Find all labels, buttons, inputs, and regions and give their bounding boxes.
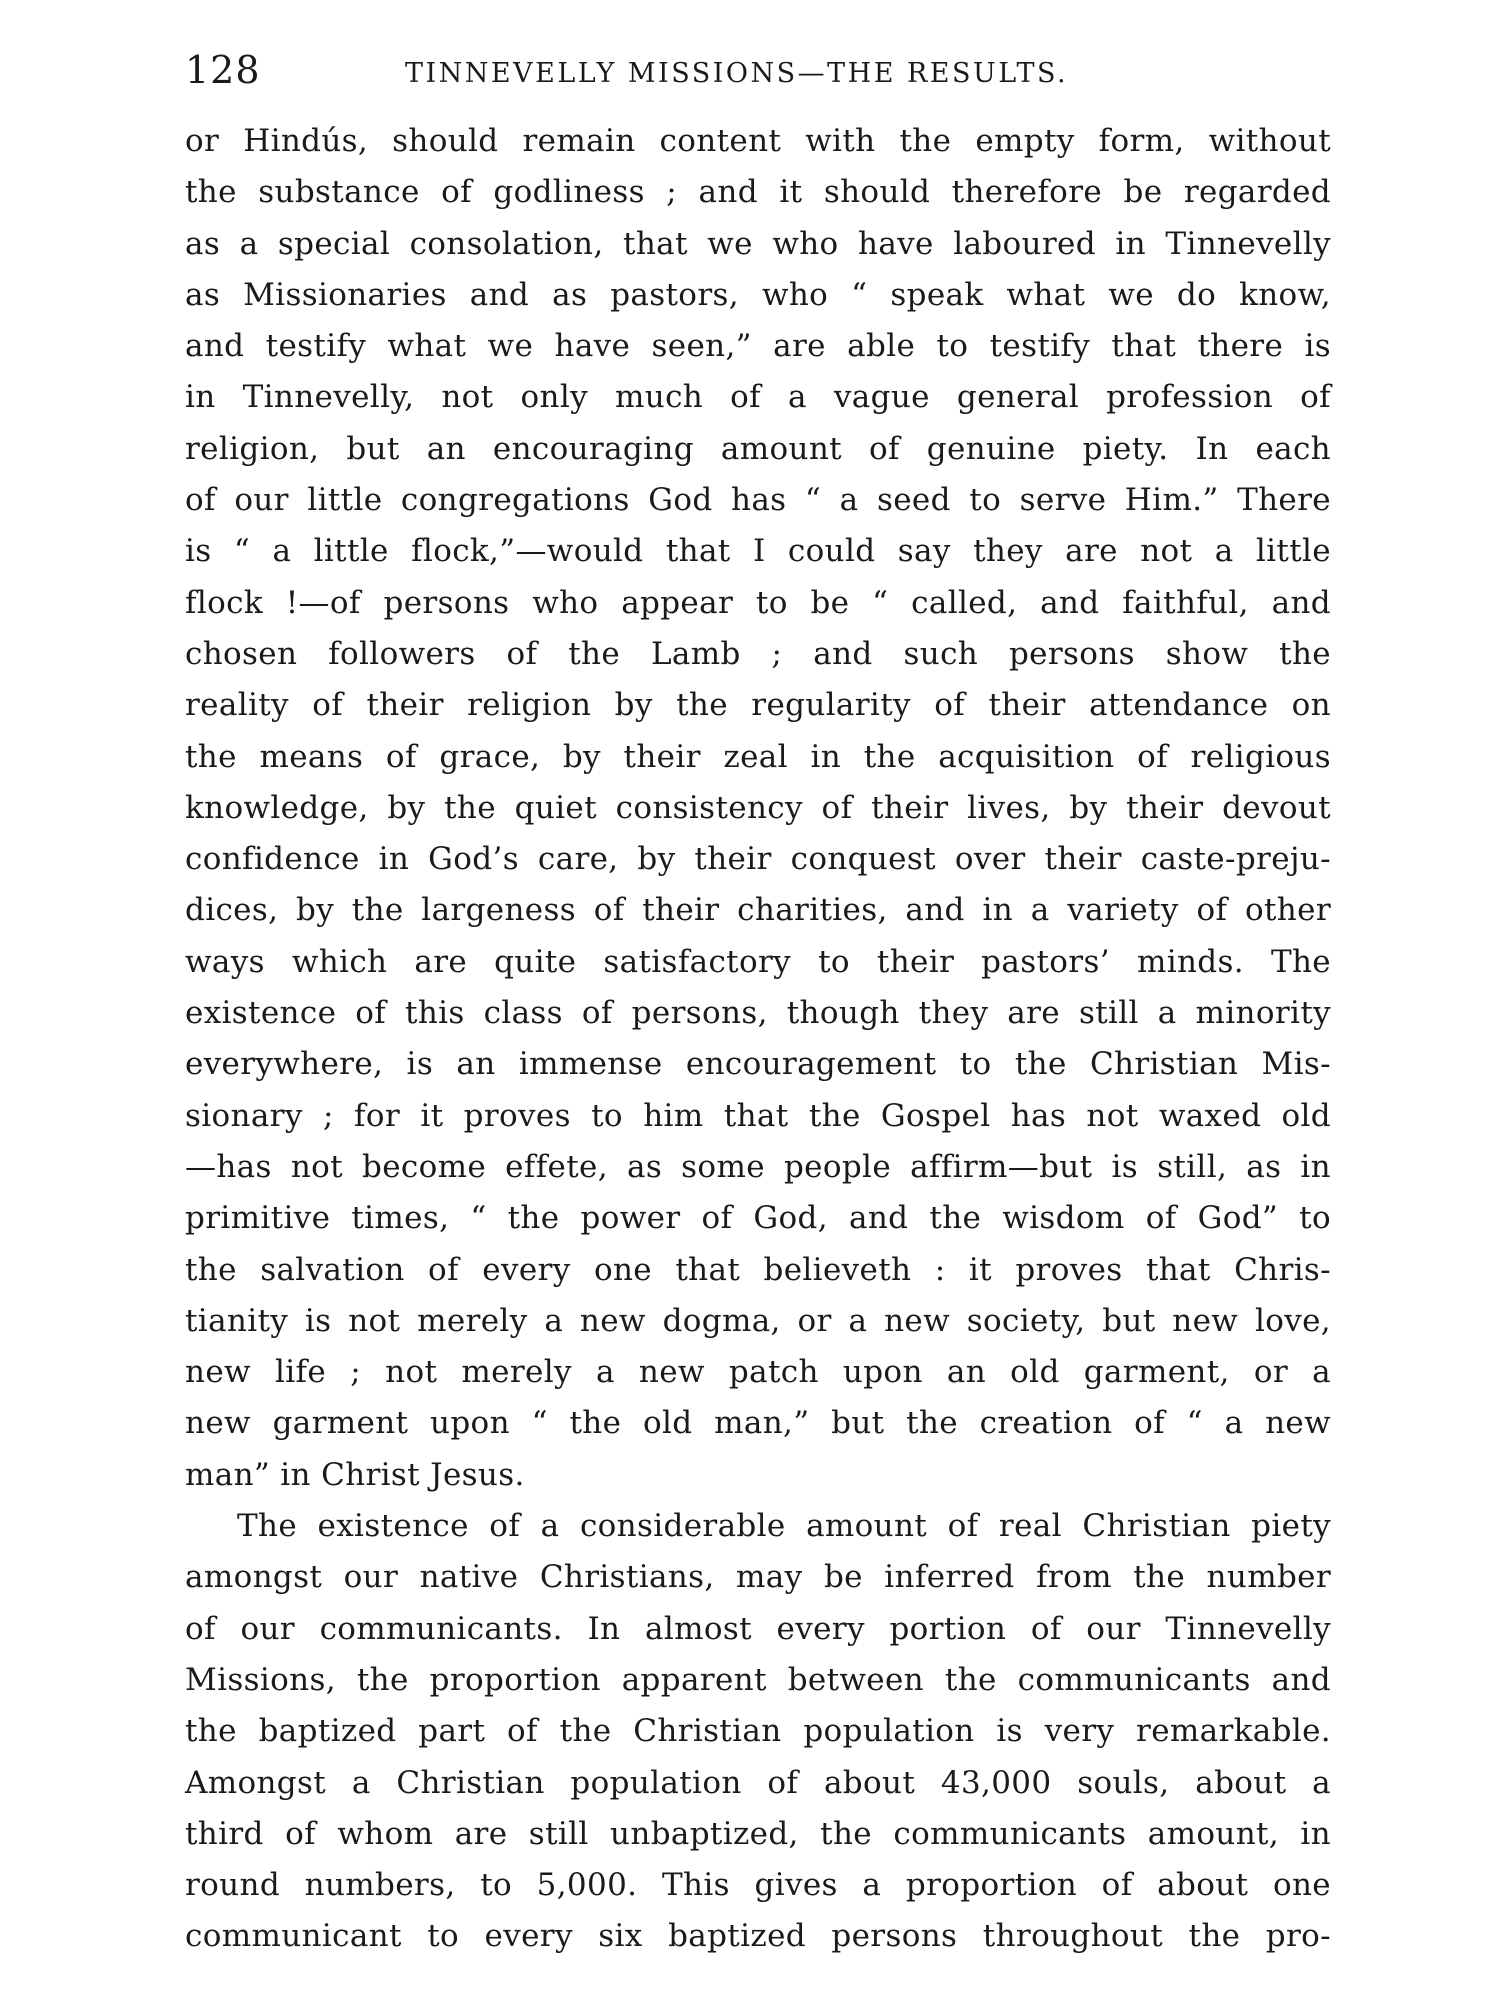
text-line: of our little congregations God has “ a seed to serve Him.” There [185,482,1331,519]
text-line: the salvation of every one that believeth : it proves that Chris- [185,1251,1331,1288]
text-line: the substance of godliness ; and it should therefore be regarded [185,174,1331,211]
text-line: the means of grace, by their zeal in the acquisition of religious [185,738,1331,775]
text-line: round numbers, to 5,000. This gives a proportion of about one [185,1867,1331,1904]
text-line: sionary ; for it proves to him that the Gospel has not waxed old [185,1097,1331,1134]
text-line: man” in Christ Jesus. [185,1456,525,1493]
text-line: confidence in God’s care, by their conquest over their caste-preju- [185,841,1331,878]
text-line: The existence of a considerable amount of real Christian piety [237,1508,1331,1545]
text-line: Amongst a Christian population of about 43,000 souls, about a [185,1764,1331,1801]
text-line: in Tinnevelly, not only much of a vague general profession of [185,379,1331,416]
text-line: communicant to every six baptized persons throughout the pro- [185,1918,1331,1955]
running-title: TINNEVELLY MISSIONS—THE RESULTS. [405,58,1069,89]
text-line: everywhere, is an immense encouragement to the Christian Mis- [185,1046,1331,1083]
text-line: and testify what we have seen,” are able to testify that there is [185,328,1331,365]
text-line: of our communicants. In almost every portion of our Tinnevelly [185,1610,1331,1647]
text-line: is “ a little flock,”—would that I could say they are not a little [185,533,1331,570]
text-line: third of whom are still unbaptized, the communicants amount, in [185,1815,1331,1852]
text-line: Missions, the proportion apparent between the communicants and [185,1661,1331,1698]
text-line: as Missionaries and as pastors, who “ speak what we do know, [185,276,1331,313]
text-line: as a special consolation, that we who have laboured in Tinnevelly [185,225,1331,262]
text-line: religion, but an encouraging amount of genuine piety. In each [185,430,1331,467]
paragraph-1 [185,116,1331,1501]
text-line: flock !—of persons who appear to be “ called, and faithful, and [185,584,1331,621]
page-number: 128 [185,48,261,92]
text-line: tianity is not merely a new dogma, or a new society, but new love, [185,1302,1331,1339]
text-line: amongst our native Christians, may be inferred from the number [185,1559,1331,1596]
text-line: ways which are quite satisfactory to their pastors’ minds. The [185,943,1331,980]
text-line: chosen followers of the Lamb ; and such persons show the [185,635,1331,672]
text-line: —has not become effete, as some people affirm—but is still, as in [185,1148,1331,1185]
text-line: or Hindús, should remain content with the empty form, without [185,123,1331,159]
text-line: new garment upon “ the old man,” but the creation of “ a new [185,1405,1331,1442]
text-line: reality of their religion by the regularity of their attendance on [185,687,1331,724]
text-line: dices, by the largeness of their charities, and in a variety of other [185,892,1331,929]
paragraph-2 [185,1501,1331,1963]
text-line: existence of this class of persons, though they are still a minority [185,995,1331,1032]
running-head [185,40,1325,100]
text-line: primitive times, “ the power of God, and the wisdom of God” to [185,1200,1331,1237]
text-line: knowledge, by the quiet consistency of their lives, by their devout [185,789,1331,826]
text-body [185,116,1331,1963]
text-line: the baptized part of the Christian population is very remarkable. [185,1713,1331,1750]
text-line: new life ; not merely a new patch upon an old garment, or a [185,1354,1331,1391]
